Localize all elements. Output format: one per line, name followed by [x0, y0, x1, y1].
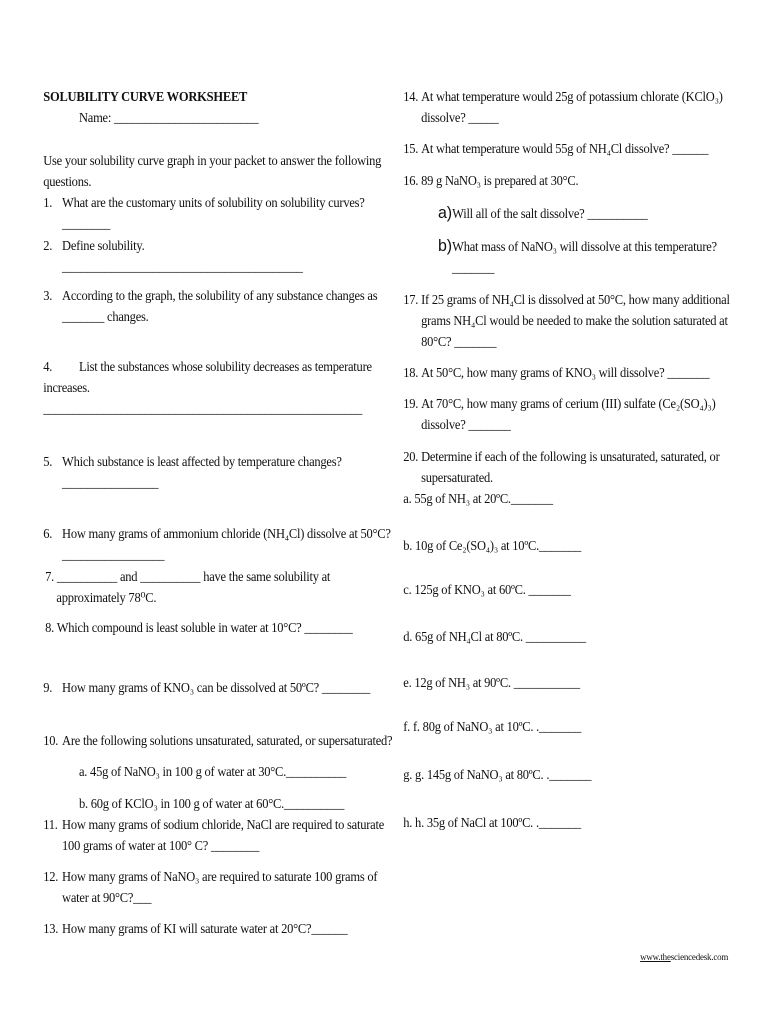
q11-text: How many grams of sodium chloride, NaCl are required to saturate	[62, 817, 385, 832]
q4-text: List the substances whose solubility decreases as temperature	[78, 359, 372, 374]
q14-number: 14.	[403, 89, 419, 104]
q2-text: Define solubility.	[62, 238, 145, 253]
q20g-item: g. g. 145g of NaNO₃ at 80ºC. ._______	[403, 767, 592, 782]
q9-number: 9.	[43, 680, 53, 695]
q6-text: How many grams of ammonium chloride (NH₄Cl) dissolve at 50°C?	[62, 526, 391, 541]
q13-number: 13.	[43, 921, 59, 936]
q18-number: 18.	[403, 365, 419, 380]
q7-continuation: approximately 78⁰C.	[56, 590, 157, 605]
q20c-item: c. 125g of KNO₃ at 60ºC. _______	[403, 582, 571, 597]
name-field-line: Name: ________________________	[78, 110, 259, 125]
q15-text: At what temperature would 55g of NH₄Cl dissolve? ______	[421, 141, 709, 156]
q20h-item: h. h. 35g of NaCl at 100ºC. ._______	[403, 815, 581, 830]
q10-number: 10.	[43, 733, 59, 748]
footer-link-www: www.	[640, 953, 661, 963]
q20d-item: d. 65g of NH₄Cl at 80ºC. __________	[403, 629, 586, 644]
q16-text: 89 g NaNO₃ is prepared at 30°C.	[421, 173, 579, 188]
q3-continuation: _______ changes.	[62, 309, 149, 324]
q16b-answer-blank: _______	[452, 260, 495, 275]
q16-number: 16.	[403, 173, 419, 188]
q20-text: Determine if each of the following is unsaturated, saturated, or	[421, 449, 720, 464]
q12-continuation: water at 90°C?___	[62, 890, 152, 905]
footer-link[interactable]	[640, 948, 728, 969]
q6-number: 6.	[43, 526, 53, 541]
q1-answer-blank: ________	[62, 216, 111, 231]
q17-number: 17.	[403, 292, 419, 307]
q20b-item: b. 10g of Ce₂(SO₄)₃ at 10ºC._______	[403, 538, 582, 553]
q10b-item: b. 60g of KClO₃ in 100 g of water at 60°C.__________	[78, 796, 345, 811]
q2-answer-blank: ________________________________________	[62, 259, 303, 274]
q10a-item: a. 45g of NaNO₃ in 100 g of water at 30°C.__________	[78, 764, 347, 779]
q8-text: 8. Which compound is least soluble in water at 10°C? ________	[45, 620, 353, 635]
q20-number: 20.	[403, 449, 419, 464]
q20f-item: f. f. 80g of NaNO₃ at 10ºC. ._______	[403, 719, 582, 734]
q9-text: How many grams of KNO₃ can be dissolved at 50ºC? ________	[62, 680, 371, 695]
q4-number: 4.	[43, 359, 53, 374]
q3-text: According to the graph, the solubility of any substance changes as	[62, 288, 378, 303]
intro-line-2: questions.	[43, 174, 92, 189]
q11-continuation: 100 grams of water at 100° C? ________	[62, 838, 260, 853]
q6-answer-blank: _________________	[62, 547, 165, 562]
q12-text: How many grams of NaNO₃ are required to saturate 100 grams of	[62, 869, 378, 884]
q16a-text: Will all of the salt dissolve? __________	[452, 206, 648, 221]
intro-line-1: Use your solubility curve graph in your packet to answer the following	[43, 153, 382, 168]
q20e-item: e. 12g of NH₃ at 90ºC. ___________	[403, 675, 580, 690]
q5-answer-blank: ________________	[62, 475, 159, 490]
worksheet-title: SOLUBILITY CURVE WORKSHEET	[43, 89, 248, 104]
q16a-letter: a)	[438, 203, 452, 222]
q14-text: At what temperature would 25g of potassium chlorate (KClO₃)	[421, 89, 723, 104]
q15-number: 15.	[403, 141, 419, 156]
q5-number: 5.	[43, 454, 53, 469]
q14-continuation: dissolve? _____	[421, 110, 499, 125]
q19-number: 19.	[403, 396, 419, 411]
q16b-letter: b)	[438, 236, 452, 255]
q4-answer-blank: _____________________________________________________	[43, 401, 363, 416]
q19-text: At 70°C, how many grams of cerium (III) sulfate (Ce₂(SO₄)₃)	[421, 396, 716, 411]
q20a-item: a. 55g of NH₃ at 20ºC._______	[403, 491, 553, 506]
q10-text: Are the following solutions unsaturated, saturated, or supersaturated?	[62, 733, 393, 748]
q5-text: Which substance is least affected by temperature changes?	[62, 454, 342, 469]
q12-number: 12.	[43, 869, 59, 884]
q13-text: How many grams of KI will saturate water at 20°C?______	[62, 921, 348, 936]
q3-number: 3.	[43, 288, 53, 303]
footer-link-rest: sciencedesk.com	[670, 953, 729, 963]
footer-link-the: the	[660, 953, 671, 963]
q11-number: 11.	[43, 817, 58, 832]
q16b-text: What mass of NaNO₃ will dissolve at this temperature?	[452, 239, 717, 254]
q17-continuation-2: 80°C? _______	[421, 334, 497, 349]
q1-text: What are the customary units of solubility on solubility curves?	[62, 195, 365, 210]
q17-continuation-1: grams NH₄Cl would be needed to make the solution saturated at	[421, 313, 728, 328]
q19-continuation: dissolve? _______	[421, 417, 511, 432]
q4-continuation: increases.	[43, 380, 90, 395]
q20-continuation: supersaturated.	[421, 470, 493, 485]
q18-text: At 50°C, how many grams of KNO₃ will dissolve? _______	[421, 365, 710, 380]
q2-number: 2.	[43, 238, 53, 253]
q17-text: If 25 grams of NH₄Cl is dissolved at 50°C, how many additional	[421, 292, 730, 307]
q1-number: 1.	[43, 195, 53, 210]
q7-text: 7. __________ and __________ have the same solubility at	[45, 569, 331, 584]
